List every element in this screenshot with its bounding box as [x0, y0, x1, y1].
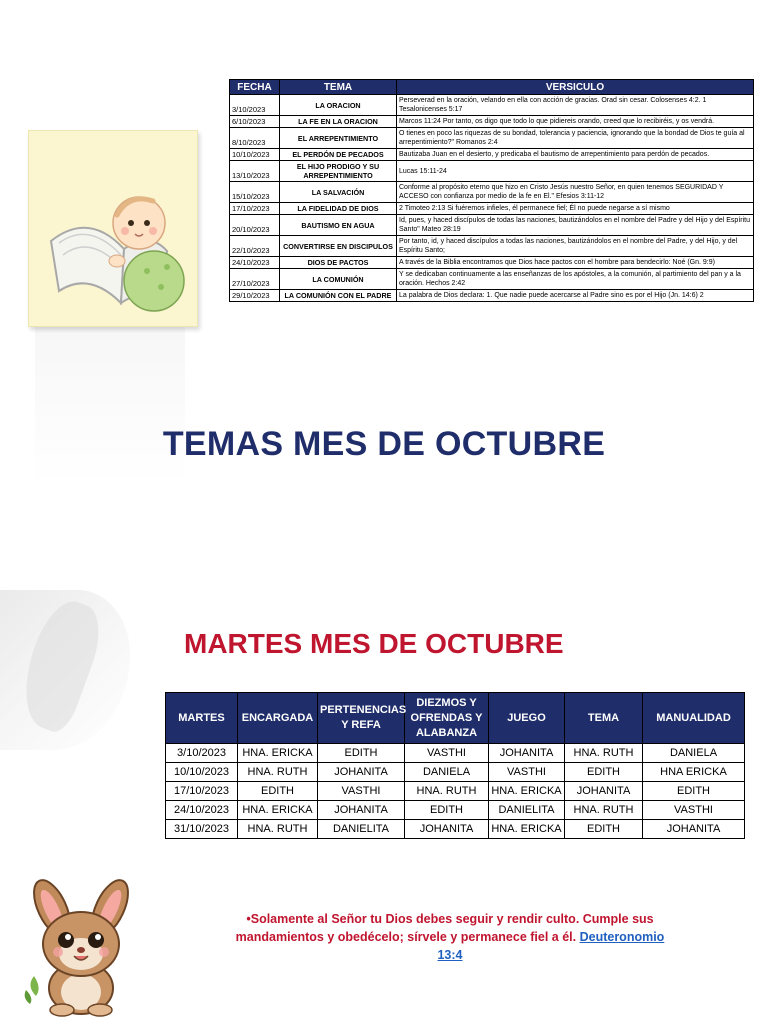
topic-title: LA COMUNIÓN CON EL PADRE: [280, 290, 397, 302]
topic-verse: Por tanto, id, y haced discípulos a todas las naciones, bautizándolos en el nombre del Padre, y del Hijo, y del Espíritu Santo;: [397, 236, 754, 257]
martes-cell-pertenencias: JOHANITA: [318, 801, 405, 820]
martes-cell-martes-date: 10/10/2023: [166, 763, 238, 782]
martes-cell-encargada: HNA. RUTH: [238, 763, 318, 782]
martes-cell-pertenencias: VASTHI: [318, 782, 405, 801]
topics-row: [230, 269, 754, 290]
topic-verse: Lucas 15:11-24: [397, 161, 754, 182]
topic-verse: Conforme al propósito eterno que hizo en Cristo Jesús nuestro Señor, en quien tenemos SEGURIDAD Y ACCESO con confianza por medio de la fe en El." Efesios 3:11-12: [397, 182, 754, 203]
topic-date: 20/10/2023: [230, 215, 280, 236]
topic-title: LA FE EN LA ORACION: [280, 116, 397, 128]
martes-row: [166, 744, 745, 763]
martes-cell-martes-date: 17/10/2023: [166, 782, 238, 801]
bible-verse: [230, 910, 670, 964]
topics-row: [230, 236, 754, 257]
martes-row: [166, 820, 745, 839]
topic-date: 10/10/2023: [230, 149, 280, 161]
topics-row: [230, 149, 754, 161]
topic-date: 8/10/2023: [230, 128, 280, 149]
martes-row: [166, 801, 745, 820]
topic-date: 15/10/2023: [230, 182, 280, 203]
martes-cell-manualidad: DANIELA: [643, 744, 745, 763]
martes-cell-encargada: HNA. ERICKA: [238, 744, 318, 763]
martes-header-manualidad: MANUALIDAD: [643, 693, 745, 744]
topic-date: 22/10/2023: [230, 236, 280, 257]
baby-reading-book-icon: [29, 131, 197, 326]
martes-cell-tema: EDITH: [565, 763, 643, 782]
topics-row: [230, 161, 754, 182]
bunny-icon: [22, 876, 140, 1018]
martes-cell-encargada: HNA. ERICKA: [238, 801, 318, 820]
topic-title: LA COMUNIÓN: [280, 269, 397, 290]
topic-verse: A través de la Biblia encontramos que Dios hace pactos con el hombre para bendecirlo: Noé (Gn. 9:9): [397, 257, 754, 269]
topic-title: EL ARREPENTIMIENTO: [280, 128, 397, 149]
martes-header-diezmos: DIEZMOS Y OFRENDAS Y ALABANZA: [405, 693, 489, 744]
topics-header-tema: TEMA: [280, 80, 397, 95]
topics-header-versiculo: VERSICULO: [397, 80, 754, 95]
martes-cell-manualidad: HNA ERICKA: [643, 763, 745, 782]
temas-heading: TEMAS MES DE OCTUBRE: [162, 425, 606, 463]
martes-cell-pertenencias: DANIELITA: [318, 820, 405, 839]
topics-row: [230, 95, 754, 116]
topic-date: 27/10/2023: [230, 269, 280, 290]
martes-cell-pertenencias: EDITH: [318, 744, 405, 763]
martes-cell-diezmos: VASTHI: [405, 744, 489, 763]
martes-cell-martes-date: 3/10/2023: [166, 744, 238, 763]
martes-cell-pertenencias: JOHANITA: [318, 763, 405, 782]
topic-title: EL PERDÓN DE PECADOS: [280, 149, 397, 161]
topics-row: [230, 257, 754, 269]
topic-verse: Bautizaba Juan en el desierto, y predicaba el bautismo de arrepentimiento para perdón de pecados.: [397, 149, 754, 161]
martes-header-tema: TEMA: [565, 693, 643, 744]
martes-cell-diezmos: HNA. RUTH: [405, 782, 489, 801]
martes-heading: MARTES MES DE OCTUBRE: [184, 628, 564, 659]
martes-cell-manualidad: JOHANITA: [643, 820, 745, 839]
martes-cell-diezmos: EDITH: [405, 801, 489, 820]
martes-table: [165, 692, 745, 839]
martes-cell-juego: DANIELITA: [489, 801, 565, 820]
topic-date: 3/10/2023: [230, 95, 280, 116]
martes-cell-encargada: EDITH: [238, 782, 318, 801]
topic-title: DIOS DE PACTOS: [280, 257, 397, 269]
topic-date: 13/10/2023: [230, 161, 280, 182]
martes-cell-diezmos: JOHANITA: [405, 820, 489, 839]
topic-verse: O tienes en poco las riquezas de su bondad, tolerancia y paciencia, ignorando que la bondad de Dios te guía al arrepentimiento?" Romanos 2:4: [397, 128, 754, 149]
topics-row: [230, 116, 754, 128]
martes-cell-martes-date: 24/10/2023: [166, 801, 238, 820]
topics-header-fecha: FECHA: [230, 80, 280, 95]
topic-verse: Marcos 11:24 Por tanto, os digo que todo lo que pidiereis orando, creed que lo recibiréis, y os vendrá.: [397, 116, 754, 128]
martes-header-juego: JUEGO: [489, 693, 565, 744]
topic-verse: 2 Timoteo 2:13 Si fuéremos infieles, él permanece fiel; Él no puede negarse a sí mismo: [397, 203, 754, 215]
topics-row: [230, 182, 754, 203]
martes-cell-diezmos: DANIELA: [405, 763, 489, 782]
martes-cell-tema: HNA. RUTH: [565, 744, 643, 763]
topic-title: LA FIDELIDAD DE DIOS: [280, 203, 397, 215]
verse-ref-chapter: 13:4: [437, 948, 463, 962]
sticky-note: [28, 130, 198, 327]
topic-title: LA SALVACIÓN: [280, 182, 397, 203]
topic-date: 29/10/2023: [230, 290, 280, 302]
martes-header-martes: MARTES: [166, 693, 238, 744]
martes-cell-juego: VASTHI: [489, 763, 565, 782]
martes-row: [166, 782, 745, 801]
topic-date: 24/10/2023: [230, 257, 280, 269]
martes-cell-juego: HNA. ERICKA: [489, 820, 565, 839]
topics-row: [230, 290, 754, 302]
martes-cell-martes-date: 31/10/2023: [166, 820, 238, 839]
martes-cell-tema: EDITH: [565, 820, 643, 839]
martes-cell-manualidad: VASTHI: [643, 801, 745, 820]
verse-ref-book: Deuteronomio: [579, 930, 665, 944]
topic-title: BAUTISMO EN AGUA: [280, 215, 397, 236]
martes-header-pertenencias: PERTENENCIAS Y REFA: [318, 693, 405, 744]
martes-cell-encargada: HNA. RUTH: [238, 820, 318, 839]
martes-row: [166, 763, 745, 782]
topic-verse: Id, pues, y haced discípulos de todas las naciones, bautizándolos en el nombre del Padre y del Hijo y del Espíritu Santo" Mateo 28:19: [397, 215, 754, 236]
martes-cell-manualidad: EDITH: [643, 782, 745, 801]
topic-date: 6/10/2023: [230, 116, 280, 128]
martes-header-row: [166, 693, 745, 744]
topic-title: LA ORACION: [280, 95, 397, 116]
topics-row: [230, 203, 754, 215]
topic-title: CONVERTIRSE EN DISCIPULOS: [280, 236, 397, 257]
martes-cell-juego: JOHANITA: [489, 744, 565, 763]
topic-verse: La palabra de Dios declara: 1. Que nadie puede acercarse al Padre sino es por el Hijo (Jn. 14:6) 2: [397, 290, 754, 302]
topic-title: EL HIJO PRODIGO Y SU ARREPENTIMIENTO: [280, 161, 397, 182]
verse-text: •Solamente al Señor tu Dios debes seguir y rendir culto. Cumple sus mandamientos y obedécelo; sírvele y permanece fiel a él.: [235, 912, 654, 944]
topics-table: [229, 79, 754, 302]
martes-cell-juego: HNA. ERICKA: [489, 782, 565, 801]
topic-verse: Perseverad en la oración, velando en ella con acción de gracias. Orad sin cesar. Colosenses 4:2. 1 Tesalonicenses 5:17: [397, 95, 754, 116]
martes-cell-tema: JOHANITA: [565, 782, 643, 801]
topics-header-row: [230, 80, 754, 95]
topic-date: 17/10/2023: [230, 203, 280, 215]
topic-verse: Y se dedicaban continuamente a las enseñanzas de los apóstoles, a la comunión, al partimiento del pan y a la oración. Hechos 2:42: [397, 269, 754, 290]
topics-row: [230, 128, 754, 149]
martes-cell-tema: HNA. RUTH: [565, 801, 643, 820]
martes-header-encargada: ENCARGADA: [238, 693, 318, 744]
topics-row: [230, 215, 754, 236]
